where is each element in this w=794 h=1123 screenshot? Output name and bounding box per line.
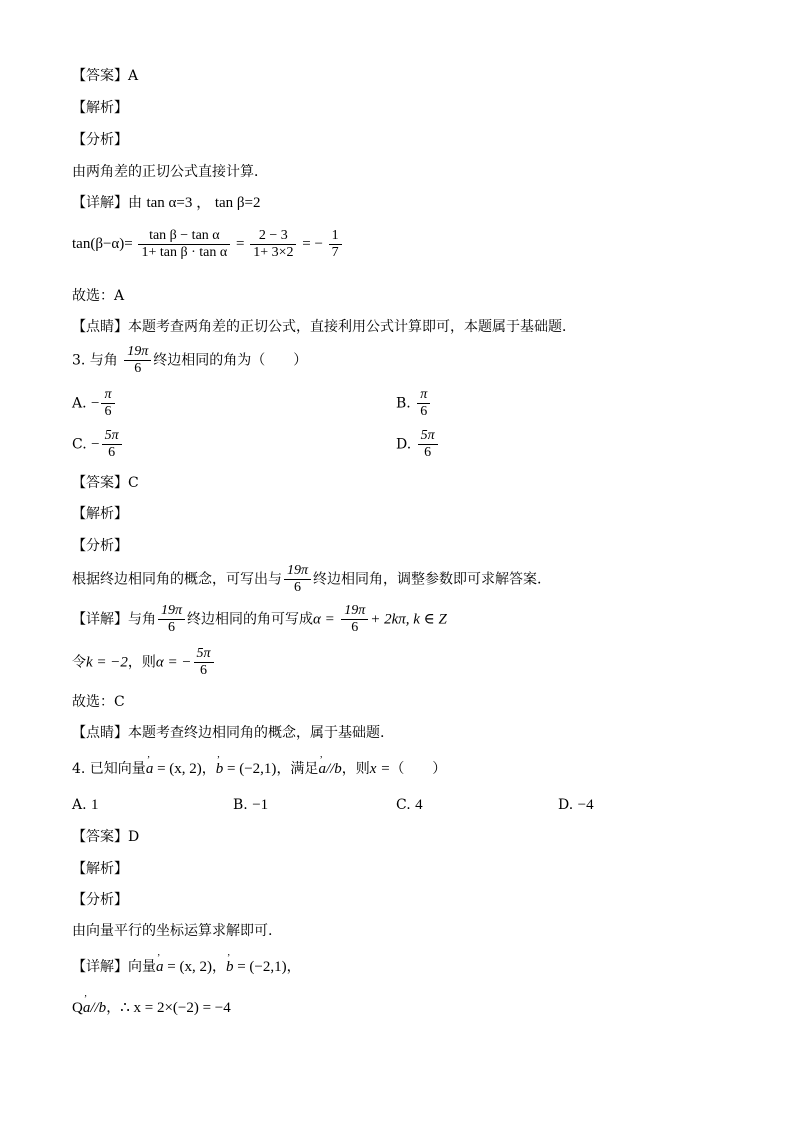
result-expr: ∴ x = 2×(−2) = −4	[120, 1000, 231, 1016]
q2-detail-line	[72, 194, 261, 212]
frac-num: tan β − tan α	[149, 228, 220, 243]
option-label: C.	[396, 797, 411, 813]
frac-den: 1+ tan β · tan α	[138, 244, 230, 261]
answer-bracket: （ ）	[390, 761, 447, 777]
detail-tag: 【详解】	[72, 611, 128, 628]
option-label: D.	[558, 797, 574, 813]
frac-num: π	[420, 387, 428, 402]
fenxi-tag: 【分析】	[72, 892, 128, 908]
detail-tag: 【详解】	[72, 959, 128, 975]
q3-option-b[interactable]	[396, 387, 432, 420]
answer-value: D	[128, 829, 140, 845]
q2-choice: 故选：A	[72, 288, 125, 304]
q4-fenxi	[72, 891, 128, 909]
dianjing-text: 本题考查两角差的正切公式，直接利用公式计算即可，本题属于基础题．	[128, 319, 576, 335]
fraction-1	[138, 228, 230, 261]
separator: ，	[211, 959, 226, 975]
vector-a: ’ a	[156, 958, 164, 976]
q4-conclusion	[72, 999, 231, 1017]
frac-den: 6	[284, 579, 311, 596]
let-mid: ，则	[127, 654, 156, 671]
let-prefix: 令	[72, 654, 86, 671]
detail-tag: 【详解】	[72, 195, 128, 211]
answer-tag: 【答案】	[72, 68, 128, 84]
frac-num: 5π	[196, 646, 211, 661]
q4-jiexi	[72, 860, 128, 878]
option-label: D.	[396, 436, 412, 453]
q3-option-c[interactable]	[72, 428, 124, 461]
x-equals: x =	[369, 761, 391, 777]
fraction-2	[250, 228, 296, 261]
q2-fenxi-text: 由两角差的正切公式直接计算．	[72, 164, 268, 180]
q4-detail-line	[72, 958, 301, 976]
option-sign: −	[91, 436, 100, 453]
option-value: −1	[252, 797, 269, 813]
vector-b-value: = (−2,1)	[233, 959, 287, 975]
frac-den: 6	[341, 619, 368, 636]
let-k: k = −2	[86, 654, 128, 671]
fenxi-tag: 【分析】	[72, 538, 128, 554]
detail-fraction	[158, 603, 185, 636]
option-fraction	[102, 428, 122, 461]
option-fraction	[417, 387, 430, 420]
q4-answer-line	[72, 828, 139, 846]
frac-num: 19π	[344, 603, 366, 618]
separator: ，	[201, 761, 216, 777]
q4-option-d[interactable]	[558, 796, 594, 814]
detail-prefix: 由	[128, 195, 142, 211]
because-symbol: Q	[72, 1000, 83, 1016]
option-label: A.	[72, 797, 87, 813]
vector-b: ’ b	[226, 958, 234, 976]
q4-option-b[interactable]	[233, 796, 268, 814]
jiexi-tag: 【解析】	[72, 506, 128, 522]
option-label: C.	[72, 436, 87, 453]
dianjing-tag: 【点睛】	[72, 725, 128, 741]
frac-den: 6	[194, 662, 214, 679]
vector-a: ’ a	[146, 760, 154, 778]
jiexi-tag: 【解析】	[72, 100, 128, 116]
let-fraction	[194, 646, 214, 679]
detail-fraction-2	[341, 603, 368, 636]
option-fraction	[101, 387, 114, 420]
q4-stem-mid: ，满足	[276, 761, 319, 777]
dianjing-tag: 【点睛】	[72, 319, 128, 335]
q3-let-line	[72, 646, 216, 679]
q3-jiexi	[72, 505, 128, 523]
q2-jiexi	[72, 99, 128, 117]
vector-a-value: = (x, 2)	[153, 761, 202, 777]
dianjing-text: 本题考查终边相同角的概念，属于基础题.	[128, 725, 385, 741]
q3-dianjing	[72, 724, 384, 742]
separator: ，	[106, 1000, 121, 1016]
jiexi-tag: 【解析】	[72, 861, 128, 877]
detail-tail: + 2kπ, k ∈ Z	[370, 611, 447, 628]
q2-formula	[72, 228, 344, 261]
frac-num: 19π	[127, 344, 149, 359]
q2-fenxi	[72, 131, 128, 149]
q4-option-a[interactable]	[72, 796, 99, 814]
answer-value: A	[128, 68, 139, 84]
option-value: 1	[91, 797, 99, 813]
detail-mid: 终边相同的角可写成	[187, 611, 314, 628]
q2-answer-line	[72, 67, 138, 85]
q4-option-c[interactable]	[396, 796, 423, 814]
option-sign: −	[91, 395, 100, 412]
answer-tag: 【答案】	[72, 475, 128, 491]
frac-num: 5π	[420, 428, 435, 443]
q3-fenxi	[72, 537, 128, 555]
q4-stem-tail: ，则	[341, 761, 370, 777]
fraction-3	[329, 228, 342, 261]
answer-tag: 【答案】	[72, 829, 128, 845]
q2-dianjing	[72, 318, 576, 336]
option-label: B.	[396, 395, 411, 412]
q4-stem	[72, 760, 446, 778]
frac-num: 5π	[104, 428, 119, 443]
frac-num: 2 − 3	[258, 228, 288, 243]
detail-given: tan α=3 ， tan β=2	[146, 195, 261, 211]
fenxi-suffix: 终边相同角，调整参数即可求解答案.	[313, 571, 542, 588]
frac-den: 6	[158, 619, 185, 636]
detail-prefix: 与角	[128, 611, 156, 628]
detail-alpha: α =	[313, 611, 335, 628]
option-value: −4	[577, 797, 594, 813]
frac-num: 19π	[161, 603, 183, 618]
q3-stem	[72, 344, 307, 377]
frac-den: 6	[124, 360, 151, 377]
answer-value: C	[128, 475, 139, 491]
parallel-expr: ’ a//b	[83, 999, 106, 1017]
formula-eq2: = −	[302, 235, 323, 252]
q4-fenxi-text: 由向量平行的坐标运算求解即可.	[72, 923, 273, 939]
q3-option-d[interactable]	[396, 428, 440, 461]
q3-choice: 故选：C	[72, 694, 125, 710]
vector-b: ’ b	[216, 760, 224, 778]
detail-tail: ，	[286, 959, 301, 975]
frac-num: π	[104, 387, 112, 402]
q3-detail-line	[72, 603, 447, 636]
option-label: A.	[72, 395, 87, 412]
frac-den: 6	[102, 444, 122, 461]
q3-stem-prefix: 3. 与角	[72, 352, 118, 369]
let-alpha: α = −	[155, 654, 192, 671]
frac-den: 6	[417, 403, 430, 420]
fenxi-tag: 【分析】	[72, 132, 128, 148]
q4-stem-prefix: 4. 已知向量	[72, 761, 146, 777]
option-value: 4	[415, 797, 423, 813]
option-label: B.	[233, 797, 248, 813]
frac-num: 1	[331, 228, 339, 243]
fenxi-prefix: 根据终边相同角的概念，可写出与	[72, 571, 282, 588]
fenxi-fraction	[284, 563, 311, 596]
formula-eq: =	[235, 235, 245, 252]
detail-prefix: 向量	[128, 959, 156, 975]
frac-den: 6	[418, 444, 438, 461]
parallel-expr: ’ a//b	[318, 760, 341, 778]
frac-den: 1+ 3×2	[250, 244, 296, 261]
option-fraction	[418, 428, 438, 461]
q3-answer-line	[72, 474, 139, 492]
frac-den: 7	[329, 244, 342, 261]
q3-stem-fraction	[124, 344, 151, 377]
frac-den: 6	[101, 403, 114, 420]
q3-option-a[interactable]	[72, 387, 117, 420]
vector-b-value: = (−2,1)	[223, 761, 277, 777]
q3-fenxi-text	[72, 563, 541, 596]
q3-stem-suffix: 终边相同的角为（ ）	[153, 352, 308, 369]
frac-num: 19π	[287, 563, 309, 578]
vector-a-value: = (x, 2)	[163, 959, 212, 975]
formula-lhs: tan(β−α)=	[72, 235, 133, 252]
